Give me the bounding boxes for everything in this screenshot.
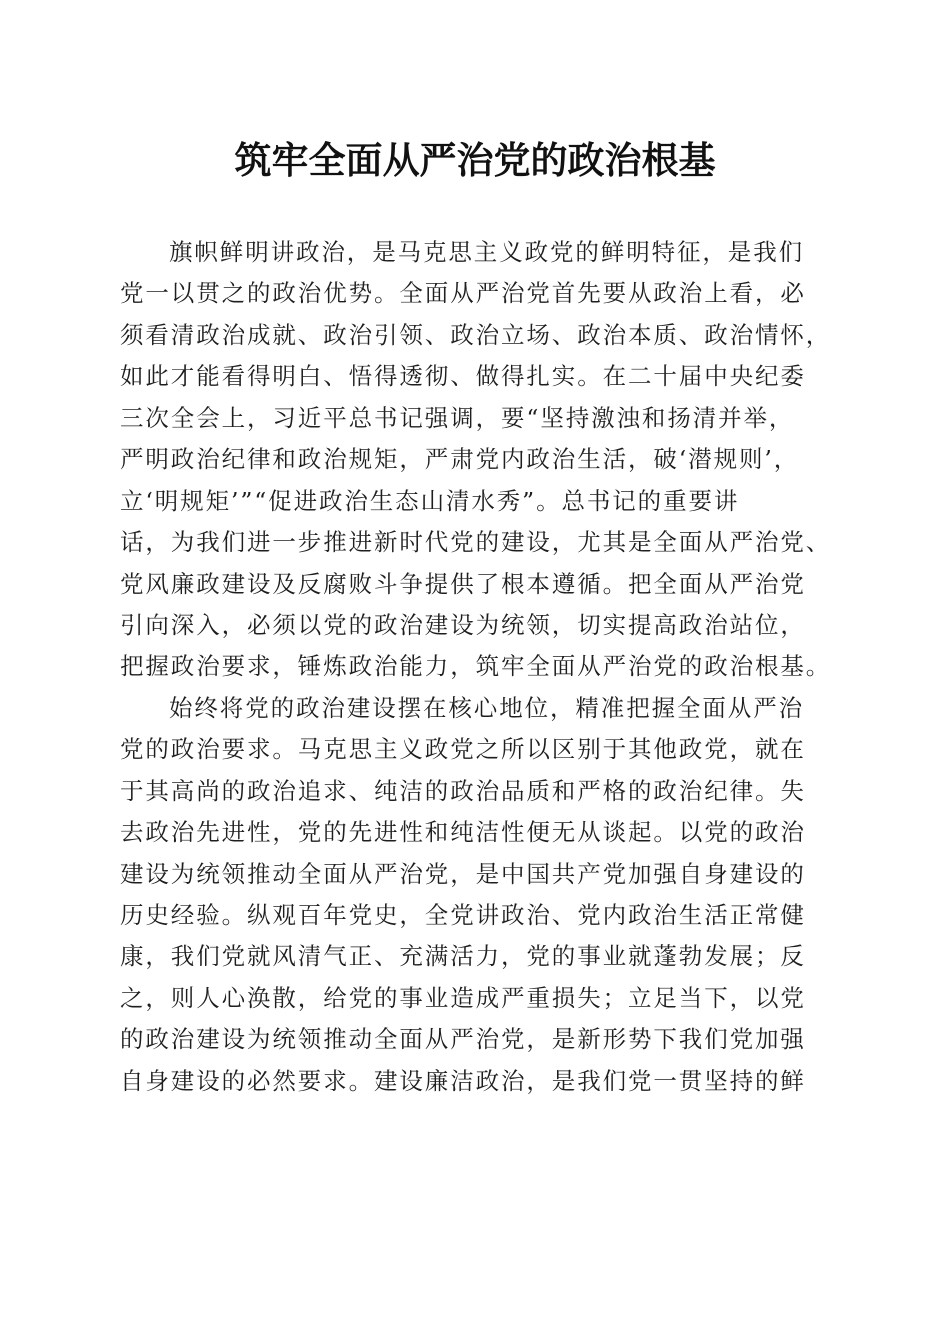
paragraph-line: 把握政治要求，锤炼政治能力，筑牢全面从严治党的政治根基。 bbox=[120, 652, 832, 681]
paragraph-line: 党风廉政建设及反腐败斗争提供了根本遵循。把全面从严治党 bbox=[120, 569, 806, 598]
paragraph-line: 引向深入，必须以党的政治建设为统领，切实提高政治站位， bbox=[120, 610, 806, 639]
paragraph-line: 始终将党的政治建设摆在核心地位，精准把握全面从严治 bbox=[169, 693, 804, 722]
paragraph-line: 话，为我们进一步推进新时代党的建设，尤其是全面从严治党、 bbox=[120, 528, 832, 557]
document-title: 筑牢全面从严治党的政治根基 bbox=[234, 138, 716, 182]
paragraph-line: 须看清政治成就、政治引领、政治立场、政治本质、政治情怀， bbox=[120, 320, 832, 349]
paragraph-2 bbox=[120, 688, 830, 1102]
document-body bbox=[120, 232, 830, 1102]
paragraph-1 bbox=[120, 232, 830, 688]
paragraph-line: 去政治先进性，党的先进性和纯洁性便无从谈起。以党的政治 bbox=[120, 818, 806, 847]
paragraph-line: 严明政治纪律和政治规矩，严肃党内政治生活，破‘潜规则’， bbox=[120, 445, 800, 474]
paragraph-line: 之，则人心涣散，给党的事业造成严重损失；立足当下，以党 bbox=[120, 983, 806, 1012]
paragraph-line: 立‘明规矩’”“促进政治生态山清水秀”。总书记的重要讲 bbox=[120, 486, 740, 515]
paragraph-line: 三次全会上，习近平总书记强调，要“坚持激浊和扬清并举， bbox=[120, 403, 795, 432]
paragraph-line: 旗帜鲜明讲政治，是马克思主义政党的鲜明特征，是我们 bbox=[169, 238, 804, 266]
paragraph-line: 的政治建设为统领推动全面从严治党，是新形势下我们党加强 bbox=[120, 1025, 806, 1054]
paragraph-line: 建设为统领推动全面从严治党，是中国共产党加强自身建设的 bbox=[120, 859, 806, 888]
paragraph-line: 历史经验。纵观百年党史，全党讲政治、党内政治生活正常健 bbox=[120, 901, 806, 929]
paragraph-line: 如此才能看得明白、悟得透彻、做得扎实。在二十届中央纪委 bbox=[120, 362, 806, 391]
paragraph-line: 党的政治要求。马克思主义政党之所以区别于其他政党，就在 bbox=[120, 735, 806, 764]
paragraph-line: 自身建设的必然要求。建设廉洁政治，是我们党一贯坚持的鲜 bbox=[120, 1066, 806, 1095]
paragraph-line: 于其高尚的政治追求、纯洁的政治品质和严格的政治纪律。失 bbox=[120, 776, 806, 805]
paragraph-line: 党一以贯之的政治优势。全面从严治党首先要从政治上看，必 bbox=[120, 279, 806, 308]
paragraph-line: 康，我们党就风清气正、充满活力，党的事业就蓬勃发展；反 bbox=[120, 942, 806, 971]
